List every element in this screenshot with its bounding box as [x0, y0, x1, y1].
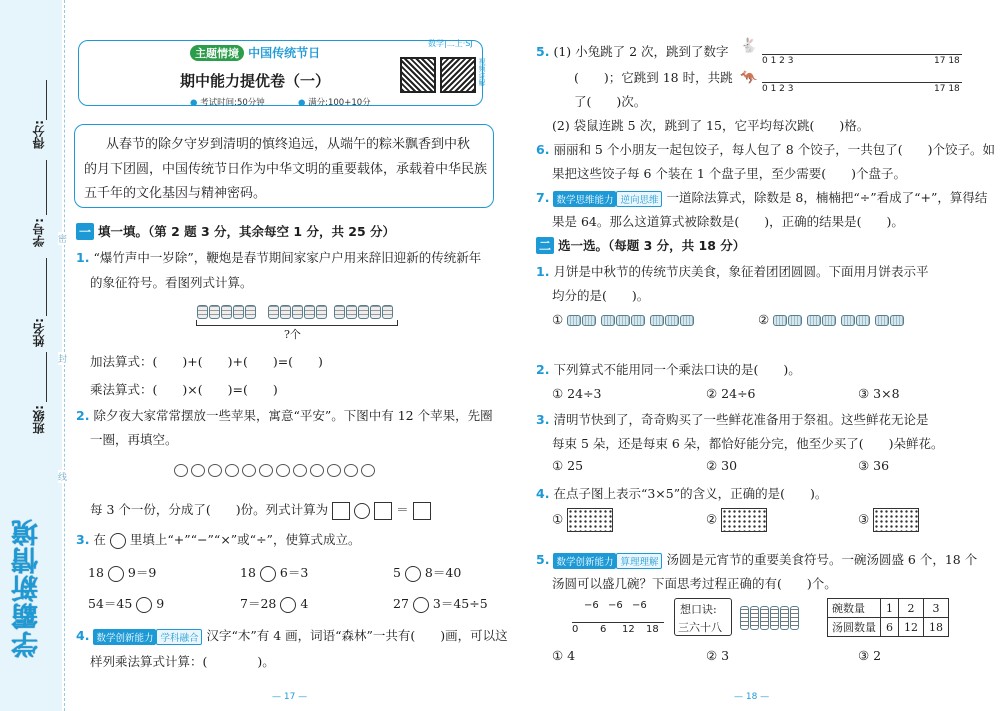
r-q5-text-d: (2) 袋鼠连跳 5 次，跳到了 15，它平均每次跳( )格。	[552, 118, 870, 133]
q3-r2c2-left: 7＝28	[240, 596, 277, 611]
number-line-1-axis	[762, 54, 962, 55]
r-c4-option-2[interactable]	[706, 508, 767, 532]
q4-line-a	[76, 626, 508, 645]
r-q5-text-b: ( )；它跳到 18 时，共跳	[574, 70, 733, 85]
r-c4-number: 4.	[536, 486, 550, 501]
r-c4-option-1[interactable]	[552, 508, 613, 532]
r-c5-option-3[interactable]: ③ 2	[858, 648, 882, 663]
q4-tag2: 学科融合	[156, 629, 202, 645]
r-c1-text-b: 均分的是( )。	[552, 288, 650, 303]
q3-r2c3-right: 3＝45÷5	[432, 596, 488, 611]
q3-line	[76, 530, 360, 549]
formula-title: 想口诀:	[680, 603, 717, 616]
r-q7-tag: 数学思维能力	[553, 191, 616, 207]
firecracker-group-1	[197, 304, 257, 319]
name-label: 姓名:	[32, 318, 46, 347]
formula-value: 三六十八	[678, 621, 722, 634]
exam-score-text: 满分:100+10分	[308, 98, 371, 108]
class-line	[46, 352, 47, 402]
r-q5-number: 5.	[536, 44, 550, 59]
page-number-17: — 17 —	[272, 692, 308, 702]
q3-r1c3-circle[interactable]	[405, 566, 421, 582]
section-2-title: 选一选。（每题 3 分，共 18 分）	[558, 238, 746, 253]
q2-text-c: 每 3 个一份，分成了( )份。列式计算为	[90, 502, 329, 517]
q2-number: 2.	[76, 408, 90, 423]
number-line-1-start: 0 1 2 3	[762, 56, 794, 66]
r-c5-option-2[interactable]: ② 3	[706, 648, 730, 663]
q4-number: 4.	[76, 628, 90, 643]
nl2-jump-3: −6	[632, 600, 647, 611]
section-2-tag: 二	[536, 237, 554, 254]
q3-r2c3	[393, 594, 488, 613]
soup-number-line	[572, 622, 664, 623]
theme-tag-label: 主题情境	[190, 45, 244, 61]
bowls-illustration	[740, 606, 800, 630]
r-c2-option-2[interactable]: ② 24÷6	[706, 386, 756, 401]
q3-r2c2-right: 4	[300, 596, 309, 611]
bowl-table-r2-1: 6	[881, 618, 899, 637]
intro-line-1: 从春节的除夕守岁到清明的慎终追远，从端午的粽米飘香到中秋	[106, 137, 471, 152]
r-c4-dotgrid-1	[567, 508, 613, 532]
section-2-header	[536, 236, 745, 254]
r-c4-opt2-label: ②	[706, 511, 718, 527]
r-c3-option-2[interactable]: ② 30	[706, 458, 738, 473]
class-label: 班级:	[32, 405, 46, 434]
r-c5-number: 5.	[536, 552, 550, 567]
section-1-header	[76, 222, 395, 240]
r-c1-number: 1.	[536, 264, 550, 279]
r-c5-option-1[interactable]: ① 4	[552, 648, 576, 663]
q3-r2c3-circle[interactable]	[413, 597, 429, 613]
q3-r2c1	[88, 594, 164, 613]
bowl-table-r2-3: 18	[924, 618, 949, 637]
id-line	[46, 160, 47, 215]
score-icon: ●	[298, 98, 306, 108]
q3-r1c1-circle[interactable]	[108, 566, 124, 582]
id-label: 学号:	[32, 218, 46, 247]
q3-r2c1-right: 9	[156, 596, 165, 611]
number-line-2-axis	[762, 82, 962, 83]
seal-mi: 密	[58, 232, 67, 245]
subject-label: 数学|二上·SJ	[428, 39, 473, 48]
exam-time-text: 考试时间:50分钟	[200, 98, 265, 108]
q3-r1c2-right: 6＝3	[279, 565, 309, 580]
r-c2-number: 2.	[536, 362, 550, 377]
q3-r2c2	[240, 594, 308, 613]
nl2-label-12: 12	[622, 624, 635, 635]
r-c2-option-3[interactable]: ③ 3×8	[858, 386, 900, 401]
q1-text-b: 的象征符号。看图列式计算。	[90, 275, 253, 290]
number-line-1-end: 17 18	[934, 56, 960, 66]
q2-box-2[interactable]	[374, 502, 392, 520]
q3-r1c3	[393, 563, 461, 582]
q3-text-b: 里填上“+”“−”“×”或“÷”，使算式成立。	[129, 532, 361, 547]
q4-text-a: 汉字“木”有 4 画，词语“森林”一共有( )画，可以这	[206, 628, 508, 643]
q3-r2c2-circle[interactable]	[280, 597, 296, 613]
intro-line-2: 的月下团圆，中国传统节日作为中华文明的重要载体，承载着中华民族	[84, 162, 488, 177]
bowl-table-r1-2: 2	[899, 599, 924, 618]
r-q7-number: 7.	[536, 190, 550, 205]
r-q6-line-a	[536, 140, 995, 158]
q2-text-b: 一圈，再填空。	[90, 432, 178, 447]
q3-r1c2-circle[interactable]	[260, 566, 276, 582]
r-q5-text-c: 了( )次。	[574, 94, 647, 109]
bowl-table-r2-2: 12	[899, 618, 924, 637]
qr-code-2[interactable]	[440, 57, 476, 93]
r-c1-option-1[interactable]	[552, 312, 695, 327]
apple-row	[174, 463, 378, 478]
rabbit-icon: 🐇	[740, 38, 758, 54]
nl2-jump-2: −6	[608, 600, 623, 611]
q3-r2c3-left: 27	[393, 596, 409, 611]
bowl-table-r1-3: 3	[924, 599, 949, 618]
r-q7-tag2: 逆向思维	[616, 191, 662, 207]
q3-r2c1-circle[interactable]	[136, 597, 152, 613]
page-title: 期中能力提优卷（一）	[180, 72, 331, 90]
number-line-2-start: 0 1 2 3	[762, 84, 794, 94]
name-line	[46, 258, 47, 316]
r-c3-option-3[interactable]: ③ 36	[858, 458, 890, 473]
r-c4-opt3-label: ③	[858, 511, 870, 527]
q2-box-3[interactable]	[413, 502, 431, 520]
q3-r1c3-left: 5	[393, 565, 401, 580]
q2-text-a: 除夕夜大家常常摆放一些苹果，寓意“平安”。下图中有 12 个苹果，先圈	[93, 408, 493, 423]
nl2-label-0: 0	[572, 624, 579, 635]
r-c1-line-a	[536, 262, 928, 280]
kangaroo-icon: 🦘	[740, 70, 758, 86]
q1-addition: 加法算式：( )+( )+( )=( )	[90, 354, 323, 369]
r-q7-text-a: 一道除法算式，除数是 8，楠楠把“÷”看成了“+”，算得结	[666, 190, 988, 205]
q4-tag: 数学创新能力	[93, 629, 156, 645]
r-q6-text-b: 果把这些饺子每 6 个装在 1 个盘子里，至少需要( )个盘子。	[552, 166, 907, 181]
r-q7-line-a	[536, 188, 987, 207]
r-c3-line-a	[536, 410, 928, 428]
r-c5-text-a: 汤圆是元宵节的重要美食符号。一碗汤圆盛 6 个，18 个	[666, 552, 978, 567]
section-1-tag: 一	[76, 223, 94, 240]
r-c4-dotgrid-2	[721, 508, 767, 532]
q2-fill: 每 3 个一份，分成了( )份。列式计算为 ＝	[90, 500, 431, 520]
q3-r1c1-right: 9＝9	[127, 565, 157, 580]
number-line-2-end: 17 18	[934, 84, 960, 94]
r-q5-text-a: (1) 小兔跳了 2 次，跳到了数字	[553, 44, 729, 59]
r-c4-option-3[interactable]	[858, 508, 919, 532]
score-line	[46, 80, 47, 120]
q1-number: 1.	[76, 250, 90, 265]
q3-example-circle	[110, 533, 126, 549]
intro-line-3: 五千年的文化基因与精神密码。	[84, 186, 267, 201]
qr-code-1[interactable]	[400, 57, 436, 93]
r-c3-text-b: 每束 5 朵，还是每束 6 朵，都恰好能分完，他至少买了( )朵鲜花。	[552, 436, 944, 451]
r-q6-number: 6.	[536, 142, 550, 157]
q3-number: 3.	[76, 532, 90, 547]
r-c2-option-1[interactable]: ① 24÷3	[552, 386, 602, 401]
bowl-table	[827, 598, 949, 637]
section-1-title: 填一填。（第 2 题 3 分，其余每空 1 分，共 25 分）	[98, 224, 396, 239]
q3-r1c1	[88, 563, 156, 582]
score-label: 得分:	[32, 120, 46, 149]
bowl-table-r1-1: 1	[881, 599, 899, 618]
q2-box-1[interactable]	[332, 502, 350, 520]
r-c4-line	[536, 484, 827, 502]
q3-r1c2-left: 18	[240, 565, 256, 580]
r-c2-text-a: 下列算式不能用同一个乘法口诀的是( )。	[553, 362, 801, 377]
q1-multiplication: 乘法算式：( )×( )=( )	[90, 382, 278, 397]
seal-xian: 线	[58, 470, 67, 483]
page-number-18: — 18 —	[734, 692, 770, 702]
bowl-table-h2: 汤圆数量	[828, 618, 881, 637]
theme-name: 中国传统节日	[248, 46, 321, 60]
nl2-label-6: 6	[600, 624, 607, 635]
r-c3-text-a: 清明节快到了，奇奇购买了一些鲜花准备用于祭祖。这些鲜花无论是	[553, 412, 929, 427]
r-c4-text-a: 在点子图上表示“3×5”的含义，正确的是( )。	[553, 486, 828, 501]
clock-icon: ●	[190, 98, 198, 108]
r-q6-text-a: 丽丽和 5 个小朋友一起包饺子，每人包了 8 个饺子，一共包了( )个饺子。如	[553, 142, 995, 157]
r-c1-option-2[interactable]	[758, 312, 905, 327]
q3-r1c3-right: 8＝40	[424, 565, 462, 580]
r-c3-option-1[interactable]: ① 25	[552, 458, 584, 473]
r-c5-text-b: 汤圆可以盛几碗？下面思考过程正确的有( )个。	[552, 576, 837, 591]
r-c1-opt2-label: ②	[758, 312, 770, 327]
bowl-table-h1: 碗数量	[828, 599, 881, 618]
r-c4-opt1-label: ①	[552, 511, 564, 527]
r-c5-tag: 数学创新能力	[553, 553, 616, 569]
exam-time	[190, 96, 265, 108]
q3-r2c1-left: 54＝45	[88, 596, 133, 611]
firecracker-group-2	[268, 304, 328, 319]
r-q7-text-b: 果是 64。那么这道算式被除数是( )，正确的结果是( )。	[552, 214, 904, 229]
firecracker-group-3	[334, 304, 394, 319]
nl2-jump-1: −6	[584, 600, 599, 611]
r-c1-text-a: 月饼是中秋节的传统节庆美食，象征着团团圆圆。下面用月饼表示平	[553, 264, 929, 279]
exam-score	[298, 96, 371, 108]
q3-text-a: 在	[93, 532, 106, 547]
q4-text-b: 样列乘法算式计算：( )。	[90, 654, 275, 669]
nl2-label-18: 18	[646, 624, 659, 635]
r-c4-dotgrid-3	[873, 508, 919, 532]
q2-circle[interactable]	[354, 503, 370, 519]
brand-logo: 学霸新情境	[12, 518, 43, 658]
q3-r1c1-left: 18	[88, 565, 104, 580]
q1-text-a: “爆竹声中一岁除”，鞭炮是春节期间家家户户用来辞旧迎新的传统新年	[93, 250, 482, 265]
r-c2-line	[536, 360, 801, 378]
q1-line-a	[76, 248, 481, 266]
q2-line-a	[76, 406, 493, 424]
r-c1-opt1-label: ①	[552, 312, 564, 327]
r-c5-line-a	[536, 550, 977, 569]
r-c5-tag2: 算理理解	[616, 553, 662, 569]
q3-r1c2	[240, 563, 308, 582]
r-q5-line-a	[536, 42, 729, 60]
firecracker-question: ?个	[284, 328, 301, 341]
theme-tag	[190, 44, 320, 61]
qr-side-label: 视频讲解	[478, 58, 486, 86]
r-c3-number: 3.	[536, 412, 550, 427]
seal-feng: 封	[58, 352, 67, 365]
